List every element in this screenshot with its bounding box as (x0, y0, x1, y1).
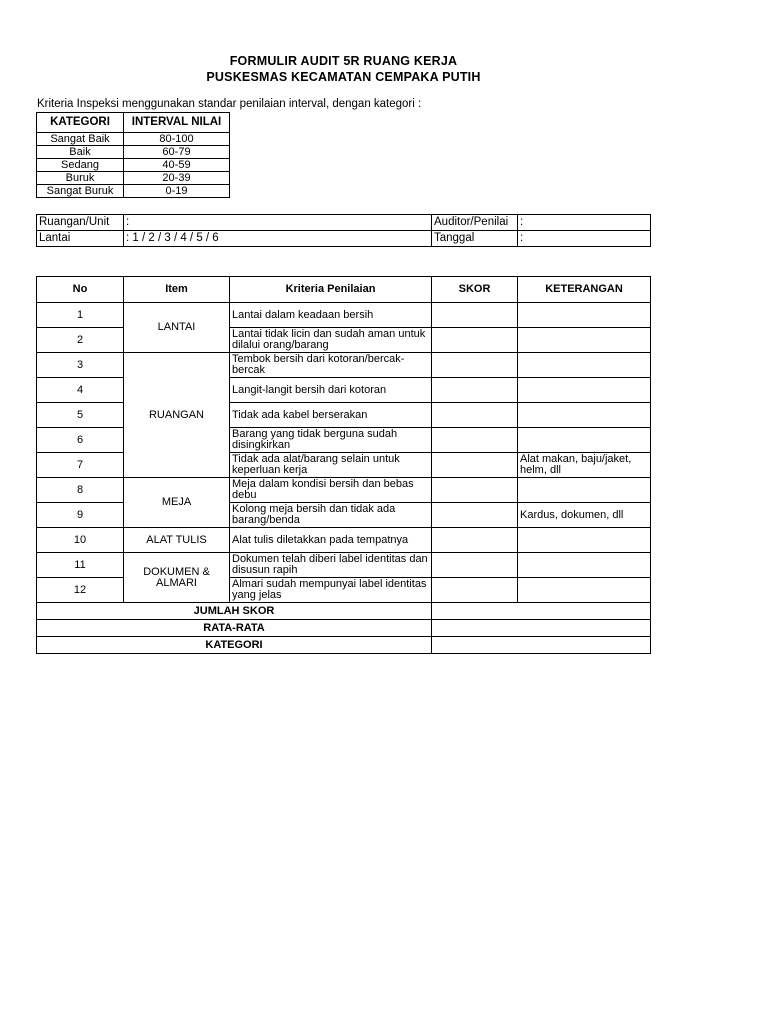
row-number: 10 (37, 528, 124, 553)
skor-input[interactable] (432, 503, 518, 528)
row-number: 8 (37, 478, 124, 503)
keterangan-cell[interactable] (518, 303, 651, 328)
interval-cell: 40-59 (124, 159, 230, 172)
table-row (37, 303, 651, 328)
kategori-header: KATEGORI (37, 113, 124, 133)
skor-input[interactable] (432, 303, 518, 328)
interval-cell: 80-100 (124, 133, 230, 146)
no-header: No (37, 277, 124, 303)
tanggal-label: Tanggal (432, 231, 518, 247)
jumlah-skor-label: JUMLAH SKOR (37, 603, 432, 620)
skor-header: SKOR (432, 277, 518, 303)
item-cell: DOKUMEN & ALMARI (124, 553, 230, 603)
kategori-table (36, 112, 230, 198)
row-number: 1 (37, 303, 124, 328)
ruangan-field[interactable]: : (124, 215, 432, 231)
kriteria-header: Kriteria Penilaian (230, 277, 432, 303)
lantai-field[interactable]: : 1 / 2 / 3 / 4 / 5 / 6 (124, 231, 432, 247)
skor-input[interactable] (432, 378, 518, 403)
kriteria-cell: Tidak ada alat/barang selain untuk keperluan kerja (230, 453, 432, 478)
skor-input[interactable] (432, 403, 518, 428)
row-number: 4 (37, 378, 124, 403)
kriteria-cell: Tembok bersih dari kotoran/bercak-bercak (230, 353, 432, 378)
rata-rata-label: RATA-RATA (37, 620, 432, 637)
item-cell: LANTAI (124, 303, 230, 353)
skor-input[interactable] (432, 453, 518, 478)
tanggal-field[interactable]: : (518, 231, 651, 247)
keterangan-cell[interactable] (518, 403, 651, 428)
row-number: 7 (37, 453, 124, 478)
kriteria-cell: Lantai dalam keadaan bersih (230, 303, 432, 328)
item-cell: MEJA (124, 478, 230, 528)
keterangan-cell[interactable]: Kardus, dokumen, dll (518, 503, 651, 528)
keterangan-cell[interactable] (518, 578, 651, 603)
kategori-cell: Sangat Baik (37, 133, 124, 146)
kriteria-cell: Kolong meja bersih dan tidak ada barang/benda (230, 503, 432, 528)
kriteria-cell: Meja dalam kondisi bersih dan bebas debu (230, 478, 432, 503)
skor-input[interactable] (432, 528, 518, 553)
keterangan-cell[interactable]: Alat makan, baju/jaket, helm, dll (518, 453, 651, 478)
row-number: 5 (37, 403, 124, 428)
kriteria-cell: Tidak ada kabel berserakan (230, 403, 432, 428)
skor-input[interactable] (432, 553, 518, 578)
audit-table (36, 276, 651, 654)
skor-input[interactable] (432, 428, 518, 453)
row-number: 3 (37, 353, 124, 378)
item-header: Item (124, 277, 230, 303)
skor-input[interactable] (432, 478, 518, 503)
kategori-cell: Sangat Buruk (37, 185, 124, 198)
summary-row (37, 603, 651, 620)
row-number: 6 (37, 428, 124, 453)
kriteria-cell: Lantai tidak licin dan sudah aman untuk dilalui orang/barang (230, 328, 432, 353)
item-cell: RUANGAN (124, 353, 230, 478)
auditor-field[interactable]: : (518, 215, 651, 231)
table-row (37, 353, 651, 378)
interval-cell: 0-19 (124, 185, 230, 198)
skor-input[interactable] (432, 353, 518, 378)
info-table (36, 214, 651, 247)
keterangan-cell[interactable] (518, 553, 651, 578)
kategori-cell: Buruk (37, 172, 124, 185)
intro-text: Kriteria Inspeksi menggunakan standar penilaian interval, dengan kategori : (37, 98, 422, 110)
kategori-value[interactable] (432, 637, 651, 654)
interval-cell: 60-79 (124, 146, 230, 159)
skor-input[interactable] (432, 578, 518, 603)
keterangan-cell[interactable] (518, 378, 651, 403)
keterangan-cell[interactable] (518, 353, 651, 378)
summary-row (37, 637, 651, 654)
summary-row (37, 620, 651, 637)
keterangan-cell[interactable] (518, 478, 651, 503)
table-row (37, 553, 651, 578)
interval-header: INTERVAL NILAI (124, 113, 230, 133)
lantai-label: Lantai (37, 231, 124, 247)
kategori-cell: Sedang (37, 159, 124, 172)
kriteria-cell: Langit-langit bersih dari kotoran (230, 378, 432, 403)
keterangan-cell[interactable] (518, 528, 651, 553)
table-row (37, 478, 651, 503)
jumlah-skor-value[interactable] (432, 603, 651, 620)
kategori-label: KATEGORI (37, 637, 432, 654)
kategori-cell: Baik (37, 146, 124, 159)
kriteria-cell: Alat tulis diletakkan pada tempatnya (230, 528, 432, 553)
form-subtitle: PUSKESMAS KECAMATAN CEMPAKA PUTIH (206, 70, 481, 84)
kriteria-cell: Barang yang tidak berguna sudah disingkirkan (230, 428, 432, 453)
row-number: 11 (37, 553, 124, 578)
kriteria-cell: Dokumen telah diberi label identitas dan disusun rapih (230, 553, 432, 578)
table-row (37, 528, 651, 553)
form-title: FORMULIR AUDIT 5R RUANG KERJA (229, 54, 458, 68)
rata-rata-value[interactable] (432, 620, 651, 637)
keterangan-cell[interactable] (518, 428, 651, 453)
auditor-label: Auditor/Penilai (432, 215, 518, 231)
item-cell: ALAT TULIS (124, 528, 230, 553)
row-number: 12 (37, 578, 124, 603)
kriteria-cell: Almari sudah mempunyai label identitas yang jelas (230, 578, 432, 603)
interval-cell: 20-39 (124, 172, 230, 185)
row-number: 2 (37, 328, 124, 353)
keterangan-cell[interactable] (518, 328, 651, 353)
ruangan-label: Ruangan/Unit (37, 215, 124, 231)
row-number: 9 (37, 503, 124, 528)
keterangan-header: KETERANGAN (518, 277, 651, 303)
skor-input[interactable] (432, 328, 518, 353)
